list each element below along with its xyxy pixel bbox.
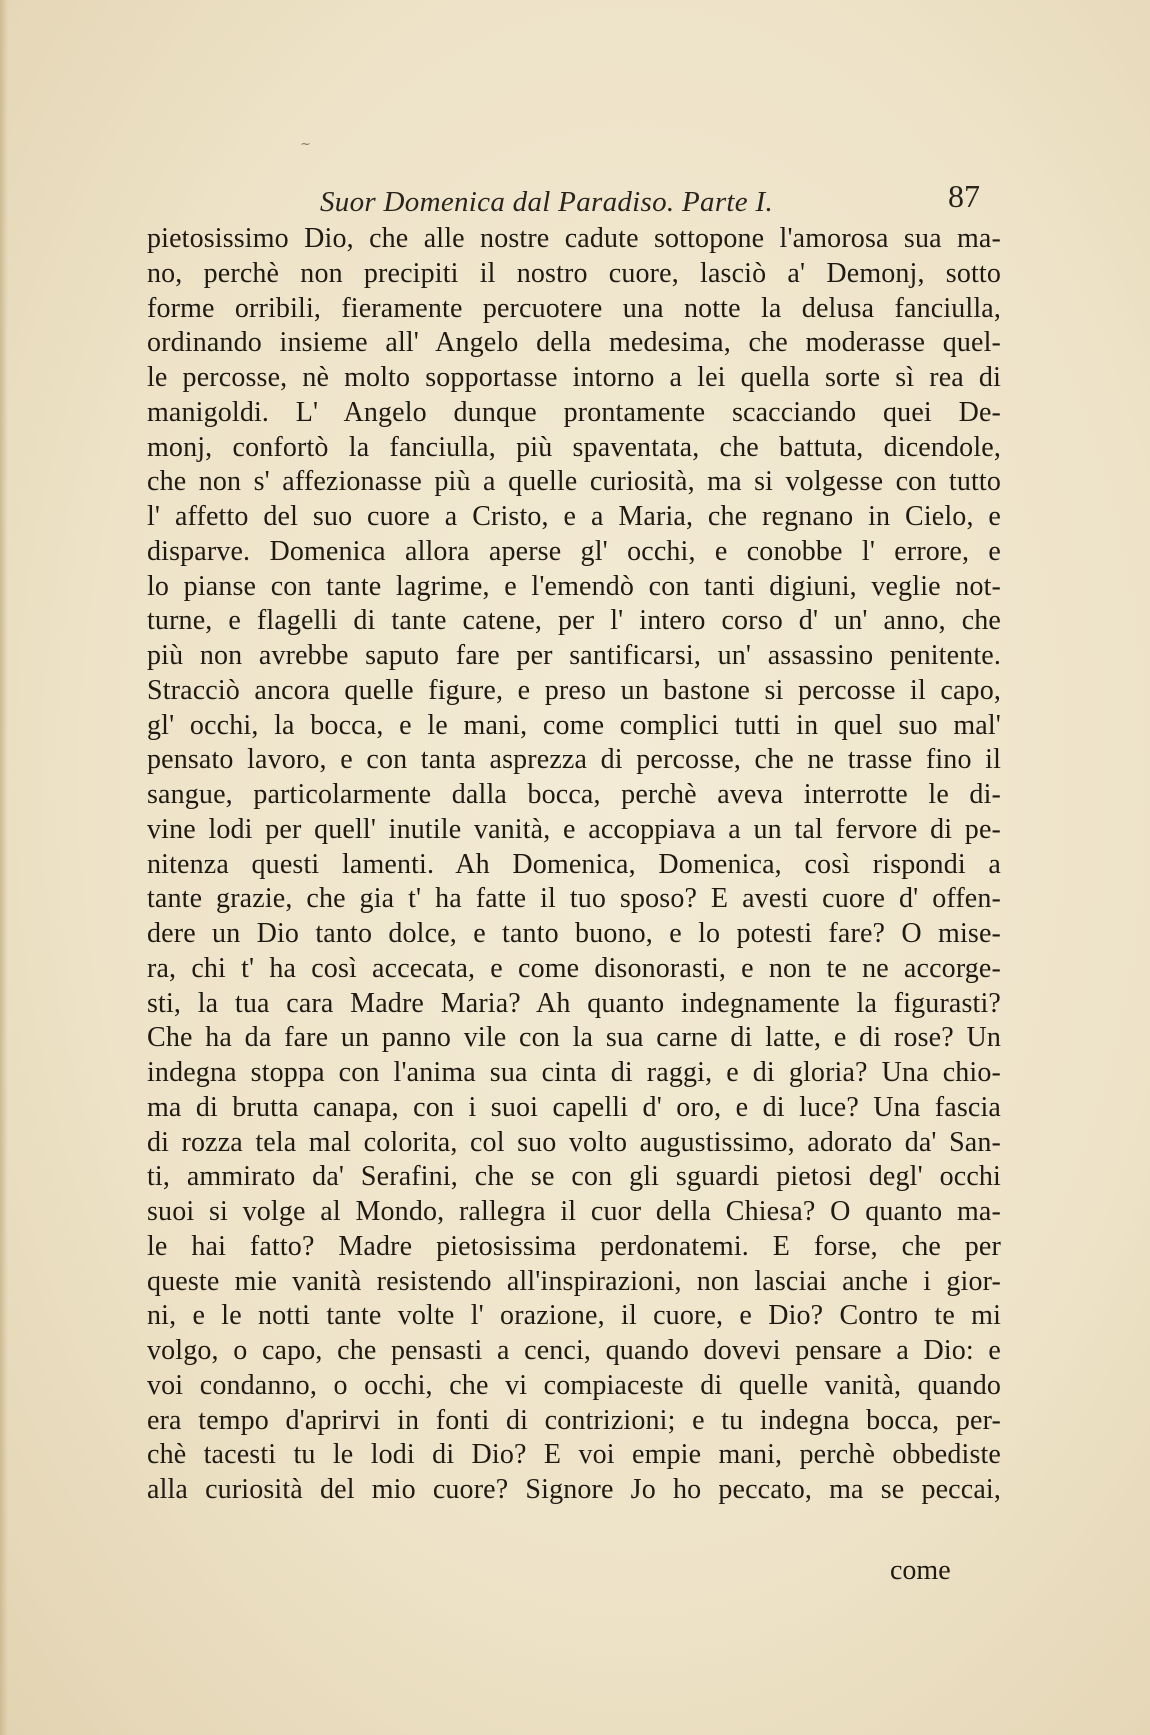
text-line: ra, chi t' ha così accecata, e come disonorasti, e non te ne accorge- [147, 952, 1001, 984]
text-line: ordinando insieme all' Angelo della medesima, che moderasse quel- [147, 327, 1001, 359]
text-line: che non s' affezionasse più a quelle curiosità, ma si volgesse con tutto [147, 466, 1001, 498]
text-line: era tempo d'aprirvi in fonti di contrizioni; e tu indegna bocca, per- [147, 1404, 1001, 1436]
text-line: ni, e le notti tante volte l' orazione, il cuore, e Dio? Contro te mi [147, 1300, 1001, 1332]
text-line: chè tacesti tu le lodi di Dio? E voi empie mani, perchè obbediste [147, 1439, 1001, 1471]
text-line: disparve. Domenica allora aperse gl' occhi, e conobbe l' errore, e [147, 535, 1001, 567]
text-line: queste mie vanità resistendo all'inspirazioni, non lasciai anche i gior- [147, 1265, 1001, 1297]
text-line: volgo, o capo, che pensasti a cenci, quando dovevi pensare a Dio: e [147, 1335, 1001, 1366]
text-line: le hai fatto? Madre pietosissima perdonatemi. E forse, che per [147, 1230, 1001, 1262]
page-edge-shadow [0, 0, 8, 1735]
text-line: turne, e flagelli di tante catene, per l' intero corso d' un' anno, che [147, 605, 1001, 637]
catchword: come [890, 1555, 951, 1586]
text-line: Che ha da fare un panno vile con la sua carne di latte, e di rose? Un [147, 1022, 1001, 1054]
text-line: monj, confortò la fanciulla, più spaventata, che battuta, dicendole, [147, 431, 1001, 463]
text-line: gl' occhi, la bocca, e le mani, come complici tutti in quel suo mal' [147, 709, 1001, 741]
text-line: sangue, particolarmente dalla bocca, perchè aveva interrotte le di- [147, 779, 1001, 810]
text-line: manigoldi. L' Angelo dunque prontamente scacciando quei De- [147, 396, 1001, 428]
text-line: tante grazie, che gia t' ha fatte il tuo sposo? E avesti cuore d' offen- [147, 883, 1001, 915]
text-line: ma di brutta canapa, con i suoi capelli d' oro, e di luce? Una fascia [147, 1091, 1001, 1123]
text-line: alla curiosità del mio cuore? Signore Jo ho peccato, ma se peccai, [147, 1474, 1001, 1505]
running-title: Suor Domenica dal Paradiso. Parte I. [320, 186, 774, 218]
text-line: vine lodi per quell' inutile vanità, e accoppiava a un tal fervore di pe- [147, 813, 1001, 845]
text-line: Stracciò ancora quelle figure, e preso un bastone si percosse il capo, [147, 674, 1001, 706]
text-line: dere un Dio tanto dolce, e tanto buono, e lo potesti fare? O mise- [147, 918, 1001, 949]
body-text [147, 222, 1001, 1508]
text-line: lo pianse con tante lagrime, e l'emendò con tanti digiuni, veglie not- [147, 570, 1001, 602]
text-line: no, perchè non precipiti il nostro cuore, lasciò a' Demonj, sotto [147, 257, 1001, 289]
text-line: pietosissimo Dio, che alle nostre cadute sottopone l'amorosa sua ma- [147, 223, 1001, 254]
text-line: le percosse, nè molto sopportasse intorno a lei quella sorte sì rea di [147, 362, 1001, 393]
text-line: nitenza questi lamenti. Ah Domenica, Domenica, così rispondi a [147, 848, 1001, 880]
page-number: 87 [948, 178, 980, 214]
text-line: suoi si volge al Mondo, rallegra il cuor della Chiesa? O quanto ma- [147, 1196, 1001, 1227]
text-line: pensato lavoro, e con tanta asprezza di percosse, che ne trasse fino il [147, 744, 1001, 776]
text-line: sti, la tua cara Madre Maria? Ah quanto indegnamente la figurasti? [147, 987, 1001, 1019]
text-line: l' affetto del suo cuore a Cristo, e a Maria, che regnano in Cielo, e [147, 501, 1001, 532]
text-line: ti, ammirato da' Serafini, che se con gli sguardi pietosi degl' occhi [147, 1161, 1001, 1193]
text-line: forme orribili, fieramente percuotere una notte la delusa fanciulla, [147, 292, 1001, 324]
text-line: indegna stoppa con l'anima sua cinta di raggi, e di gloria? Una chio- [147, 1057, 1001, 1088]
text-line: voi condanno, o occhi, che vi compiaceste di quelle vanità, quando [147, 1369, 1001, 1401]
text-line: più non avrebbe saputo fare per santificarsi, un' assassino penitente. [147, 640, 1001, 671]
text-line: di rozza tela mal colorita, col suo volto augustissimo, adorato da' San- [147, 1126, 1001, 1158]
ink-smudge: ~ [300, 137, 311, 152]
page-header [320, 178, 980, 218]
